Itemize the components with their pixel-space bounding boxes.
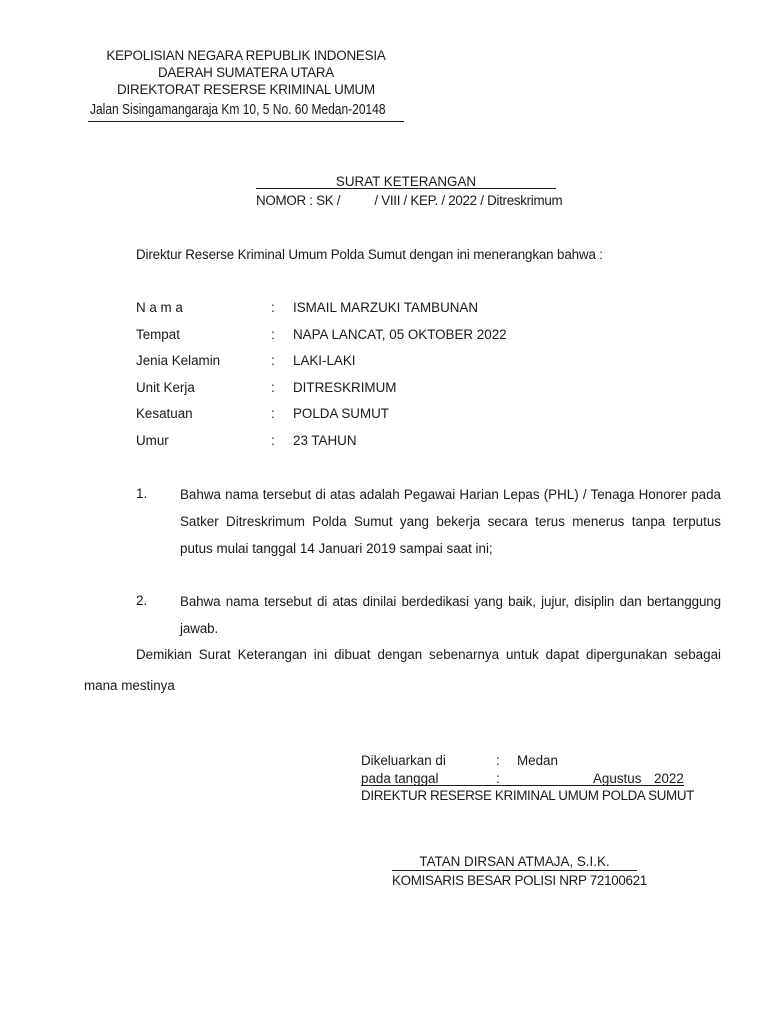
identity-value: POLDA SUMUT xyxy=(293,406,389,421)
signatory-name: TATAN DIRSAN ATMAJA, S.I.K. xyxy=(419,854,610,869)
signatory-name-underline xyxy=(392,870,637,871)
letterhead-address: Jalan Sisingamangaraja Km 10, 5 No. 60 Medan-20148 xyxy=(90,101,386,118)
identity-value: NAPA LANCAT, 05 OKTOBER 2022 xyxy=(293,327,507,342)
statement-text: Bahwa nama tersebut di atas dinilai berdedikasi yang baik, jujur, disiplin dan bertanggung jawab. xyxy=(180,594,721,636)
identity-label: N a m a xyxy=(136,300,183,315)
identity-colon: : xyxy=(271,300,275,315)
issued-at-value: Medan xyxy=(517,753,558,768)
issued-at-colon: : xyxy=(496,753,500,768)
statement-number: 2. xyxy=(136,593,148,608)
issuer-position: DIREKTUR RESERSE KRIMINAL UMUM POLDA SUMUT xyxy=(361,788,695,803)
letterhead-line-3: DIREKTORAT RESERSE KRIMINAL UMUM xyxy=(117,82,375,97)
identity-value: LAKI-LAKI xyxy=(293,353,356,368)
identity-value: 23 TAHUN xyxy=(293,433,357,448)
issued-date-month: Agustus xyxy=(593,771,642,786)
identity-label: Umur xyxy=(136,433,169,448)
issued-date-label: pada tanggal xyxy=(361,771,439,786)
identity-value: ISMAIL MARZUKI TAMBUNAN xyxy=(293,300,479,315)
identity-colon: : xyxy=(271,406,275,421)
issued-date-colon: : xyxy=(496,771,500,786)
letterhead-line-1: KEPOLISIAN NEGARA REPUBLIK INDONESIA xyxy=(106,48,386,63)
statement-text: Bahwa nama tersebut di atas adalah Pegawai Harian Lepas (PHL) / Tenaga Honorer pada Satker Ditreskrimum Polda Sumut yang bekerja secara terus menerus tanpa terputus putus mulai tanggal 14 Januari 2019 sampai saat ini; xyxy=(180,487,721,556)
identity-value: DITRESKRIMUM xyxy=(293,380,397,395)
letterhead-divider xyxy=(88,121,404,122)
document-title: SURAT KETERANGAN xyxy=(335,174,477,189)
signatory-rank: KOMISARIS BESAR POLISI NRP 72100621 xyxy=(392,873,647,888)
issued-date-year: 2022 xyxy=(654,771,684,786)
identity-colon: : xyxy=(271,327,275,342)
identity-colon: : xyxy=(271,433,275,448)
letterhead-line-2: DAERAH SUMATERA UTARA xyxy=(157,65,335,80)
identity-label: Unit Kerja xyxy=(136,380,195,395)
identity-colon: : xyxy=(271,353,275,368)
identity-label: Kesatuan xyxy=(136,406,193,421)
intro-text: Direktur Reserse Kriminal Umum Polda Sumut dengan ini menerangkan bahwa : xyxy=(136,247,603,262)
statement-number: 1. xyxy=(136,486,148,501)
identity-label: Tempat xyxy=(136,327,180,342)
issued-at-label: Dikeluarkan di xyxy=(361,753,446,768)
closing-paragraph: Demikian Surat Keterangan ini dibuat dengan sebenarnya untuk dapat dipergunakan sebagai mana mestinya xyxy=(84,647,721,693)
identity-colon: : xyxy=(271,380,275,395)
document-number: NOMOR : SK / / VIII / KEP. / 2022 / Ditreskrimum xyxy=(256,193,563,208)
identity-label: Jenia Kelamin xyxy=(136,353,221,368)
